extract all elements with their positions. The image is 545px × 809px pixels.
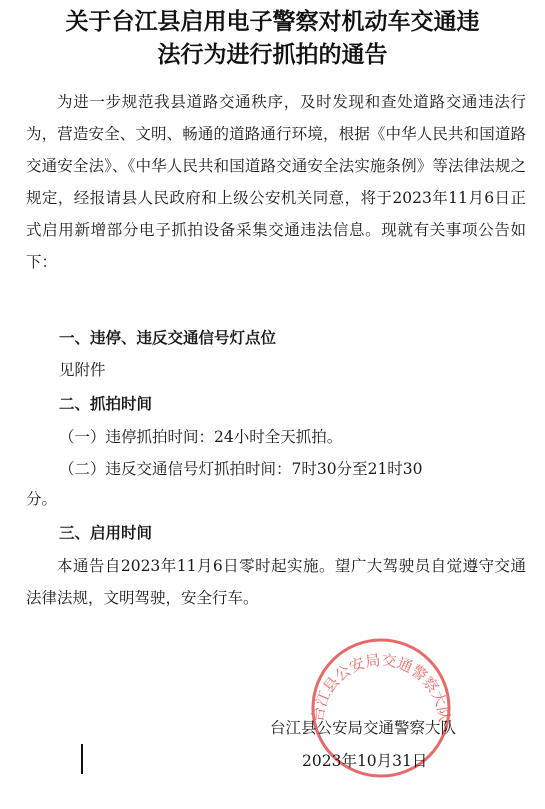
section-2-item-2: （二）违反交通信号灯抓拍时间：7时30分至21时30 [59,460,423,478]
signature-organization: 台江县公安局交通警察大队 [270,719,457,737]
seal-text: 台江县公安局交通警察大队 [308,651,454,724]
section-2-heading: 二、抓拍时间 [59,395,153,413]
intro-paragraph: 为进一步规范我县道路交通秩序，及时发现和查处道路交通违法行为，营造安全、文明、畅通的道路通行环境，根据《中华人民共和国道路交通安全法》、《中华人民共和国道路交通安全法实施条例》等法律法规之规定，经报请县人民政府和上级公安机关同意，将于2023年11月6日正式启用新增部分电子抓拍设备采集交通违法信息。现就有关事项公告如下： [26,93,526,271]
title-line-2: 法行为进行抓拍的通告 [157,42,388,68]
section-3-heading: 三、启用时间 [59,524,153,542]
section-2-item-1: （一）违停抓拍时间：24小时全天抓拍。 [59,428,343,446]
section-1-content: 见附件 [59,361,106,379]
section-2-item-2-continued: 分。 [26,490,58,508]
text-cursor [81,744,83,774]
section-1-heading: 一、违停、违反交通信号灯点位 [59,329,277,347]
document-title [10,6,535,72]
title-line-1: 关于台江县启用电子警察对机动车交通违 [65,9,480,35]
signature-date: 2023年10月31日 [302,752,428,770]
section-3-content: 本通告自2023年11月6日零时起实施。望广大驾驶员自觉遵守交通法律法规，文明驾驶，安全行车。 [26,557,526,607]
